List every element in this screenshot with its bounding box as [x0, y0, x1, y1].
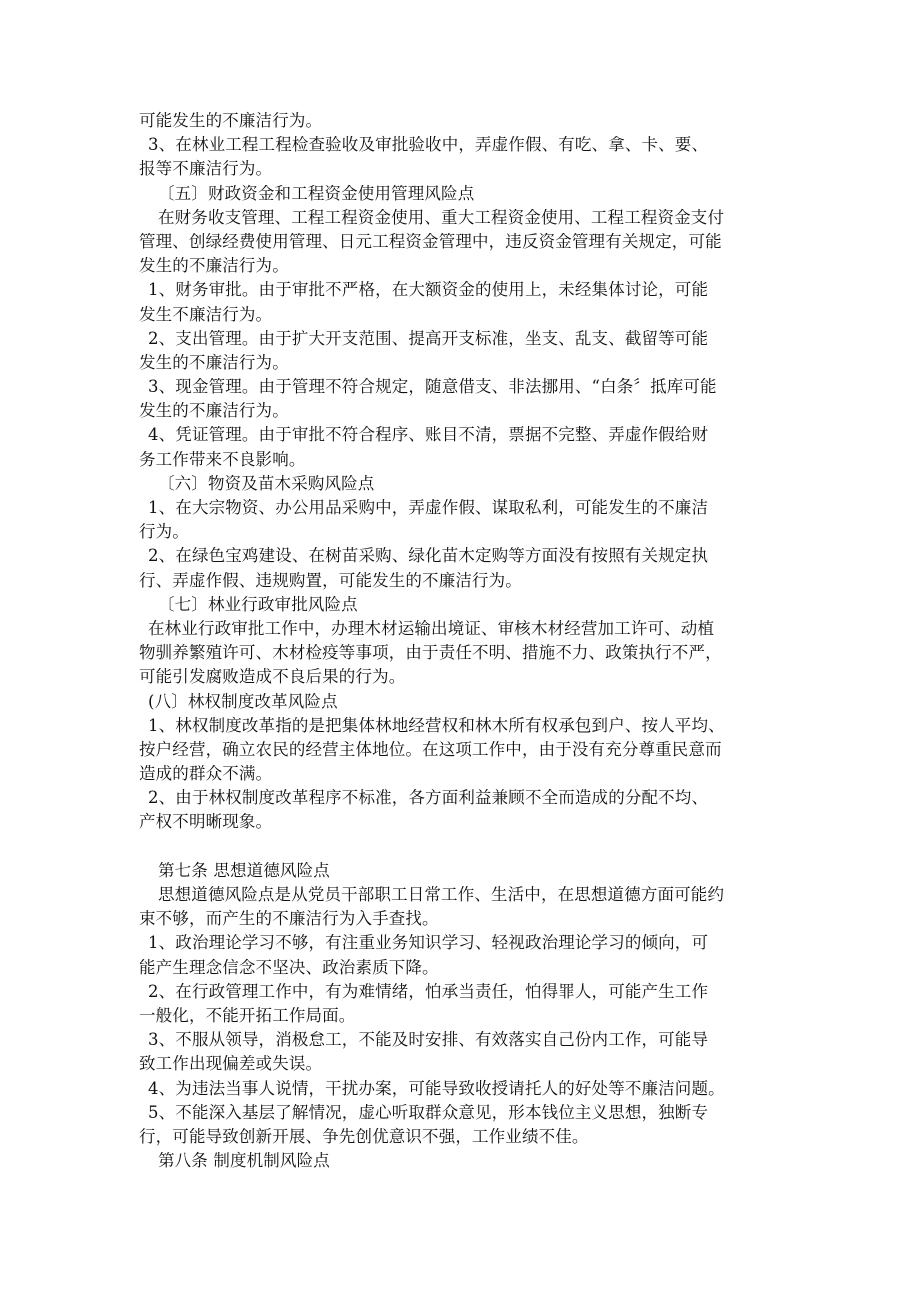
text-line: 2、在行政管理工作中，有为难情绪，怕承当责任，怕得罪人，可能产生工作: [148, 981, 709, 1001]
blank-line: [139, 835, 784, 859]
text-line: 行，可能导致创新开展、争先创优意识不强，工作业绩不佳。: [139, 1126, 589, 1146]
text-line: 第八条 制度机制风险点: [158, 1151, 330, 1171]
text-line: 发生的不廉洁行为。: [139, 401, 289, 421]
text-line: 在林业行政审批工作中，办理木材运输出境证、审核木材经营加工许可、动植: [148, 618, 715, 638]
text-line: 按户经营，确立农民的经营主体地位。在这项工作中，由于没有充分尊重民意而: [139, 739, 722, 759]
text-line: 束不够，而产生的不廉洁行为入手查找。: [139, 909, 439, 929]
text-line: 1、政治理论学习不够，有注重业务知识学习、轻视政治理论学习的倾向，可: [148, 933, 709, 953]
text-line: 物驯养繁殖许可、木材检疫等事项，由于责任不明、措施不力、政策执行不严，: [139, 643, 722, 663]
text-line: 可能引发腐败造成不良后果的行为。: [139, 667, 406, 687]
text-line: (八〕林权制度改革风险点: [148, 691, 338, 711]
text-line: 5、不能深入基层了解情况，虚心听取群众意见，形本钱位主义思想，独断专: [148, 1102, 709, 1122]
text-line: 3、不服从领导，消极怠工，不能及时安排、有效落实自己份内工作，可能导: [148, 1030, 709, 1050]
text-line: 务工作带来不良影响。: [139, 449, 306, 469]
text-line: 发生的不廉洁行为。: [139, 352, 289, 372]
text-line: 〔七〕林业行政审批风险点: [158, 594, 358, 614]
text-line: 〔六〕物资及苗木采购风险点: [158, 473, 375, 493]
text-line: 4、为违法当事人说情，干扰办案，可能导致收授请托人的好处等不廉洁问题。: [148, 1078, 725, 1098]
text-line: 管理、创绿经费使用管理、日元工程资金管理中，违反资金管理有关规定，可能: [139, 231, 722, 251]
text-line: 发生的不廉洁行为。: [139, 256, 289, 276]
text-line: 报等不廉洁行为。: [139, 159, 273, 179]
text-line: 可能发生的不廉洁行为。: [139, 111, 323, 130]
text-line: 1、在大宗物资、办公用品采购中，弄虚作假、谋取私利，可能发生的不廉洁: [148, 498, 709, 517]
text-line: 2、支出管理。由于扩大开支范围、提高开支标准，坐支、乱支、截留等可能: [148, 328, 709, 348]
text-line: 1、林权制度改革指的是把集体林地经营权和林木所有权承包到户、按人平均、: [148, 715, 725, 735]
text-line: 产权不明晰现象。: [139, 812, 273, 832]
text-line: 行为。: [139, 522, 189, 542]
text-line: 4、凭证管理。由于审批不符合程序、账目不清，票据不完整、弄虚作假给财: [148, 425, 709, 445]
text-line: 能产生理念信念不坚决、政治素质下降。: [139, 957, 439, 977]
text-line: 第七条 思想道德风险点: [158, 860, 330, 880]
text-line: 造成的群众不满。: [139, 764, 273, 784]
text-line: 3、现金管理。由于管理不符合规定，随意借支、非法挪用、“白条〞抵库可能: [148, 377, 717, 397]
text-line: 发生不廉洁行为。: [139, 304, 273, 324]
text-line: 〔五〕财政资金和工程资金使用管理风险点: [158, 183, 475, 203]
text-line: 3、在林业工程工程检查验收及审批验收中，弄虚作假、有吃、拿、卡、要、: [148, 135, 709, 155]
text-line: 行、弄虚作假、违规购置，可能发生的不廉洁行为。: [139, 570, 522, 590]
text-line: 2、由于林权制度改革程序不标准，各方面利益兼顾不全而造成的分配不均、: [148, 788, 709, 808]
text-line: 一般化，不能开拓工作局面。: [139, 1005, 356, 1025]
text-line: 2、在绿色宝鸡建设、在树苗采购、绿化苗木定购等方面没有按照有关规定执: [148, 546, 709, 566]
document-body: [139, 109, 784, 1173]
text-line: 1、财务审批。由于审批不严格，在大额资金的使用上，未经集体讨论，可能: [148, 280, 709, 300]
text-line: 致工作出现偏差或失误。: [139, 1054, 323, 1074]
text-line: 思想道德风险点是从党员干部职工日常工作、生活中，在思想道德方面可能约: [158, 885, 725, 904]
text-line: 在财务收支管理、工程工程资金使用、重大工程资金使用、工程工程资金支付: [158, 207, 725, 227]
